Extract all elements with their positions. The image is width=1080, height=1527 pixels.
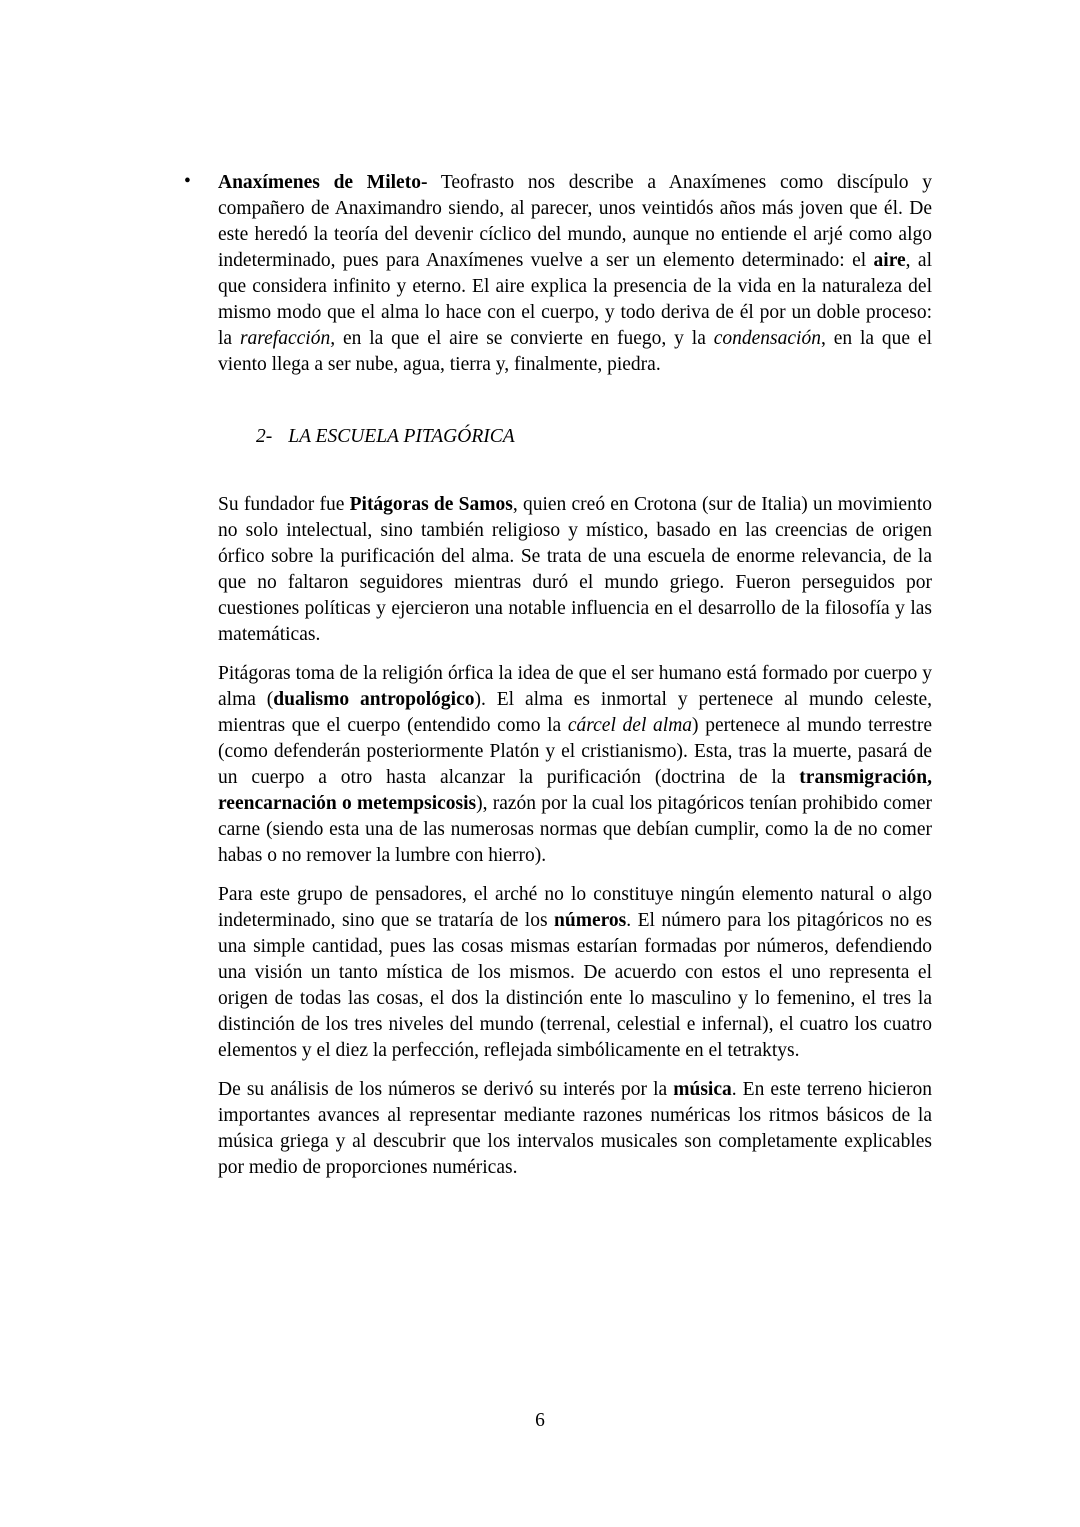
page-number: 6 [535, 1410, 545, 1431]
list-bullet-icon: • [184, 171, 191, 192]
document-body [184, 170, 933, 1194]
paragraph-dualism: Pitágoras toma de la religión órfica la idea de que el ser humano está formado por cuerpo y alma (dualismo antropológico). El alma es inmortal y pertenece al mundo celeste, mientras que el cuerpo (entendido como la cárcel del alma) pertenece al mundo terrestre (como defenderán posteriormente Platón y el cristianismo). Esta, tras la muerte, pasará de un cuerpo a otro hasta alcanzar la purificación (doctrina de la transmigración, reencarnación o metempsicosis), razón por la cual los pitagóricos tenían prohibido comer carne (siendo esta una de las numerosas normas que debían cumplir, como la de no comer habas o no remover la lumbre con hierro). [218, 663, 932, 866]
section-heading-text: LA ESCUELA PITAGÓRICA [288, 426, 515, 447]
section-heading-number: 2- [256, 426, 273, 447]
paragraph-founder: Su fundador fue Pitágoras de Samos, quien creó en Crotona (sur de Italia) un movimiento no solo intelectual, sino también religioso y místico, basado en las creencias de origen órfico sobre la purificación del alma. Se trata de una escuela de enorme relevancia, de la que no faltaron seguidores mientras duró el mundo griego. Fueron perseguidos por cuestiones políticas y ejercieron una notable influencia en el desarrollo de la filosofía y las matemáticas. [218, 494, 932, 645]
section-heading [256, 424, 932, 450]
paragraph-music: De su análisis de los números se derivó su interés por la música. En este terreno hicieron importantes avances al representar mediante razones numéricas los ritmos básicos de la música griega y al descubrir que los intervalos musicales son completamente explicables por medio de proporciones numéricas. [218, 1079, 932, 1178]
paragraph-numbers: Para este grupo de pensadores, el arché no lo constituye ningún elemento natural o algo indeterminado, sino que se trataría de los números. El número para los pitagóricos no es una simple cantidad, pues las cosas mismas estarían formadas por números, defendiendo una visión un tanto mística de los mismos. De acuerdo con estos el uno representa el origen de todas las cosas, el dos la distinción ente lo masculino y lo femenino, el tres la distinción de los tres niveles del mundo (terrenal, celestial e infernal), el cuatro los cuatro elementos y el diez la perfección, reflejada simbólicamente en el tetraktys. [218, 884, 932, 1061]
bullet-list-item-anaximenes [184, 170, 933, 378]
bullet-paragraph-anaximenes: Anaxímenes de Mileto- Teofrasto nos describe a Anaxímenes como discípulo y compañero de Anaximandro siendo, al parecer, unos veintidós años más joven que él. De este heredó la teoría del devenir cíclico del mundo, aunque no entiende el arjé como algo indeterminado, pues para Anaxímenes vuelve a ser un elemento determinado: el aire, al que considera infinito y eterno. El aire explica la presencia de la vida en la naturaleza del mismo modo que el alma lo hace con el cuerpo, y todo deriva de él por un doble proceso: la rarefacción, en la que el aire se convierte en fuego, y la condensación, en la que el viento llega a ser nube, agua, tierra y, finalmente, piedra. [218, 172, 933, 375]
